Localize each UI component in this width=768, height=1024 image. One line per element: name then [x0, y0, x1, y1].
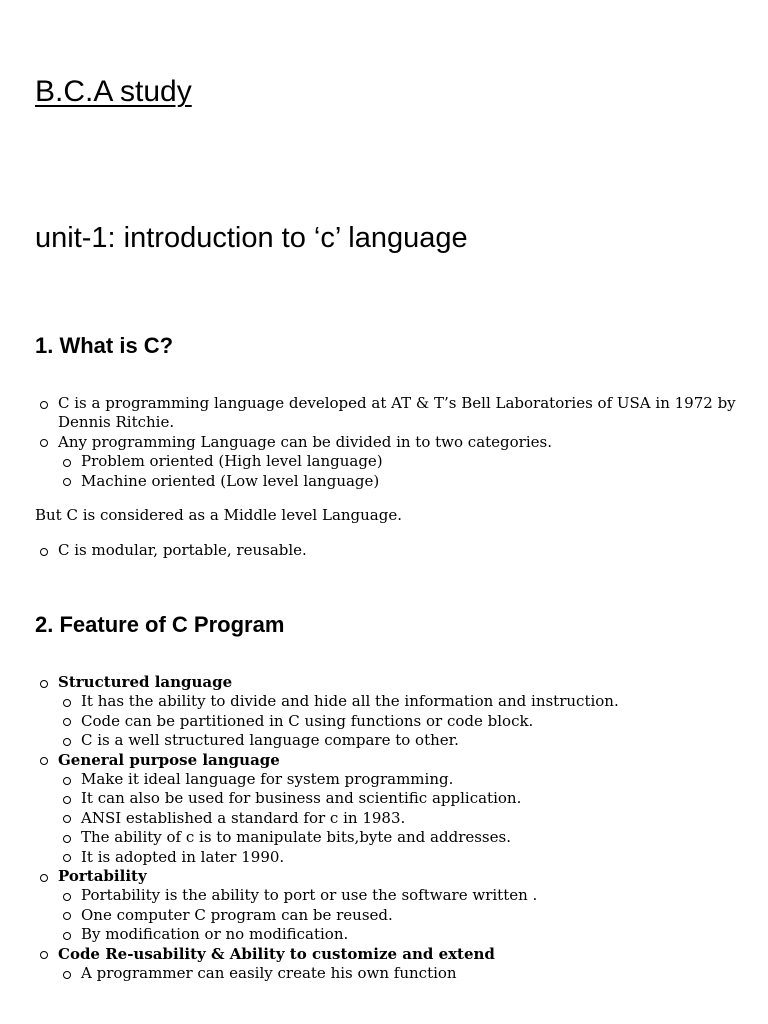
- sub-list-item: The ability of c is to manipulate bits,byte and addresses.: [58, 828, 744, 847]
- section-what-is-c: [35, 394, 744, 491]
- feature-item: [35, 867, 744, 945]
- section-features: [35, 673, 744, 984]
- sub-list-item: Make it ideal language for system programming.: [58, 770, 744, 789]
- sub-list-item: C is a well structured language compare to other.: [58, 731, 744, 750]
- sub-bullet-list: [58, 964, 744, 983]
- site-title-link[interactable]: B.C.A study: [35, 75, 192, 108]
- bullet-list: [35, 541, 744, 560]
- sub-list-item: Machine oriented (Low level language): [58, 472, 744, 491]
- list-item: C is a programming language developed at AT & T’s Bell Laboratories of USA in 1972 by Dennis Ritchie.: [35, 394, 744, 433]
- sub-bullet-list: [58, 770, 744, 867]
- list-item: [35, 433, 744, 491]
- feature-list: [35, 673, 744, 984]
- list-item: C is modular, portable, reusable.: [35, 541, 744, 560]
- feature-title: Portability: [58, 867, 147, 886]
- sub-list-item: Portability is the ability to port or use the software written .: [58, 886, 744, 905]
- sub-list-item: By modification or no modification.: [58, 925, 744, 944]
- bullet-list-last: [35, 541, 744, 560]
- sub-list-item: ANSI established a standard for c in 1983.: [58, 809, 744, 828]
- feature-title: General purpose language: [58, 750, 280, 769]
- sub-list-item: It has the ability to divide and hide all the information and instruction.: [58, 692, 744, 711]
- sub-bullet-list: [58, 886, 744, 944]
- sub-list-item: Problem oriented (High level language): [58, 452, 744, 471]
- list-item-text: Any programming Language can be divided in to two categories.: [58, 432, 552, 451]
- feature-title: Structured language: [58, 673, 233, 691]
- feature-title: Code Re-usability & Ability to customize and extend: [58, 944, 495, 963]
- section-heading-features: 2. Feature of C Program: [35, 612, 285, 637]
- sub-list-item: It is adopted in later 1990.: [58, 848, 744, 867]
- sub-list-item: A programmer can easily create his own function: [58, 964, 744, 983]
- sub-list-item: It can also be used for business and scientific application.: [58, 789, 744, 808]
- section-heading-what-is-c: 1. What is C?: [35, 333, 174, 358]
- sub-bullet-list: [58, 452, 744, 491]
- sub-list-item: Code can be partitioned in C using functions or code block.: [58, 712, 744, 731]
- paragraph-text: But C is considered as a Middle level Language.: [35, 506, 403, 524]
- paragraph: [35, 506, 744, 525]
- feature-item: [35, 751, 744, 867]
- bullet-list: [35, 394, 744, 491]
- feature-item: [35, 945, 744, 984]
- sub-bullet-list: [58, 692, 744, 750]
- page-title: unit-1: introduction to ‘c’ language: [35, 222, 468, 254]
- feature-item: [35, 673, 744, 751]
- sub-list-item: One computer C program can be reused.: [58, 906, 744, 925]
